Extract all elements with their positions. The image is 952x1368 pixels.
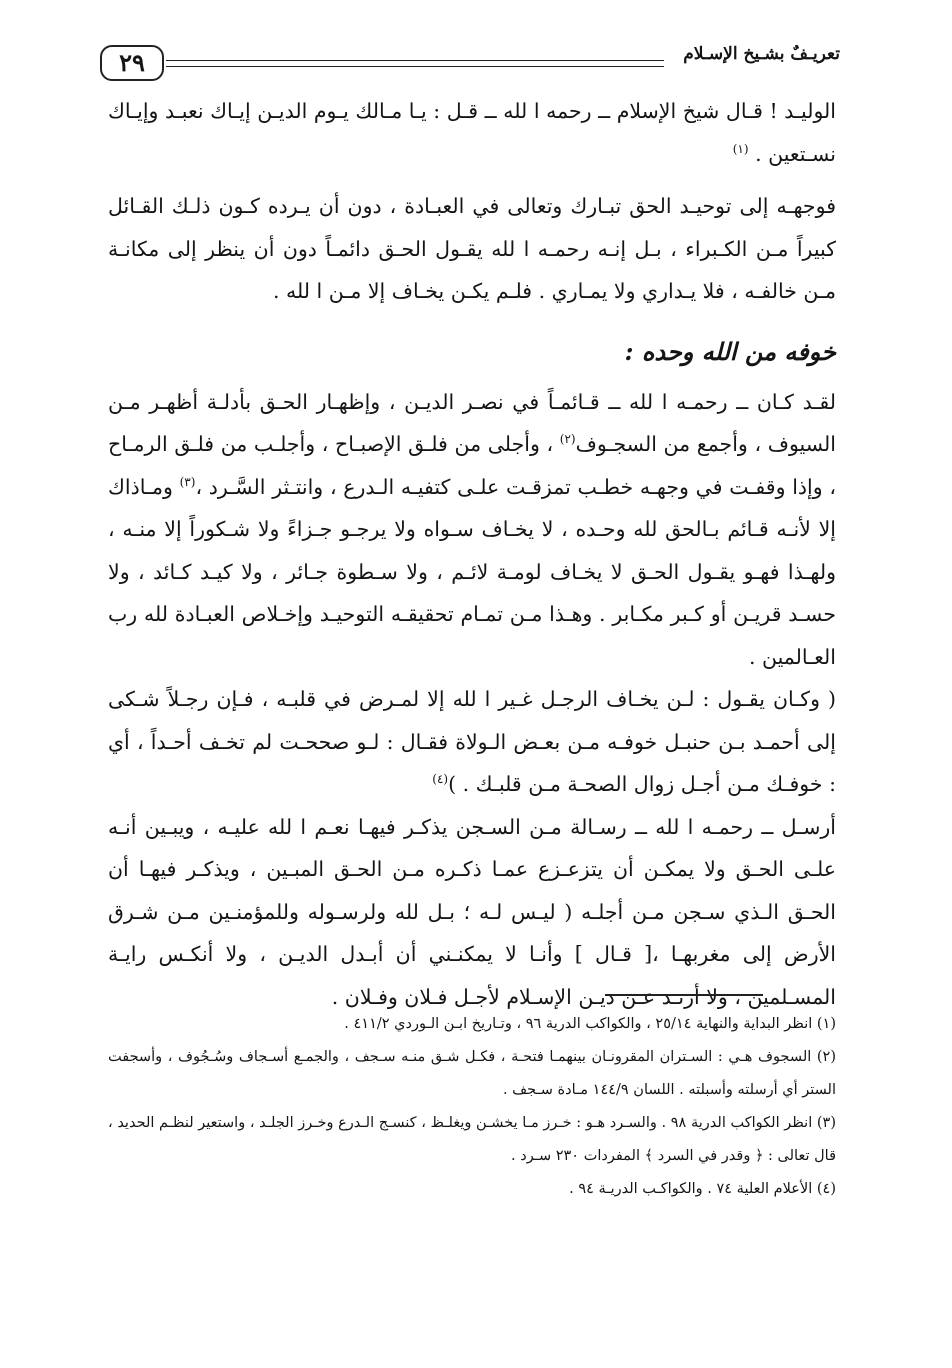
paragraph-text: ( وكـان يقـول : لـن يخـاف الرجـل غـير ا لله إلا لمـرض في قلبـه ، فـإن رجـلاً شـكى إلى أحمـد بـن حنبـل خوفـه مـن بعـض الـولاة فقـال : لـو صححـت لم تخـف أحـداً ، أي : خوفـك مـن أجـل زوال الصحـة مـن قلبـك . ) xyxy=(108,687,836,796)
paragraph-text: الوليـد ! قـال شيخ الإسلام ــ رحمه ا لله ــ قـل : يـا مـالك يـوم الديـن إيـاك نعبـد وإيـاك نسـتعين . xyxy=(108,99,836,166)
footnote-ref: (٤) xyxy=(432,772,449,787)
footnote-ref: (٣) xyxy=(179,474,196,489)
page-header xyxy=(100,40,840,88)
footnote: (٣) انظر الكواكب الدرية ٩٨ . والسـرد هـو : خـرز مـا يخشـن ويغلـظ ، كنسـج الـدرع وخـرز الجلـد ، واستعير لنظـم الحديد ، قال تعالى : ﴿ وقدر في السرد ﴾ المفردات ٢٣٠ سـرد . xyxy=(108,1115,836,1164)
paragraph xyxy=(108,678,836,806)
footnote-separator xyxy=(605,994,763,996)
header-rule xyxy=(166,60,664,61)
paragraph-text: ومـاذاك إلا لأنـه قـائم بـالحق لله وحـده ، لا يخـاف سـواه ولا يرجـو جـزاءً ولا شـكوراً إلا منـه ، ولهـذا فهـو يقـول الحـق لا يخـاف لومـة لائـم ، ولا سـطوة جـائر ، ولا كيـد كـائد ، ولا حسـد قريـن أو كـبر مكـابر . وهـذا مـن تمـام تحقيقـه التوحيـد وإخـلاص العبـادة لله رب العـالمين . xyxy=(108,474,836,669)
footnote: (٢) السجوف هـي : السـتران المقرونـان بينهمـا فتحـة ، فكـل شـق منـه سـجف ، والجمـع أسـجاف وسُـجُوف ، وأسجفت الستر أي أرسلته وأسبلته . اللسان ١٤٤/٩ مـادة سـجف . xyxy=(108,1049,836,1098)
footnote-ref: (١) xyxy=(732,141,749,156)
section-heading: خوفه من الله وحده : xyxy=(624,336,836,366)
paragraph: فوجهـه إلى توحيـد الحق تبـارك وتعالى في العبـادة ، دون أن يـرده كـون ذلـك القـائل كبيراً مـن الكـبراء ، بـل إنـه رحمـه ا لله يقـول الحـق دائمـاً دون أن ينظر إلى مكانـة مـن خالفـه ، فلا يـداري ولا يمـاري . فلـم يكـن يخـاف إلا مـن ا لله . xyxy=(108,194,836,303)
paragraph: أرسـل ــ رحمـه ا لله ــ رسـالة مـن السـجن يذكـر فيهـا نعـم ا لله عليـه ، ويبـين أنـه علـى الحـق ولا يمكـن أن يتزعـزع عمـا ذكـره مـن الحـق المبـين ، ويذكـر فيهـا أن الحـق الـذي سـجن مـن أجلـه ( ليـس لـه ؛ بـل لله ولرسـوله وللمؤمنـين مـن شـرق الأرض إلى مغربهـا ،[ قـال ] وأنـا لا يمكنـني أن أبـدل الديـن ، ولا أنكـس رايـة المسـلمين ، ولا أرتـد عـن ديـن الإسـلام لأجـل فـلان وفـلان . xyxy=(108,814,836,1009)
paragraph xyxy=(108,90,836,175)
footnotes xyxy=(108,1008,836,1206)
paragraph-text: لقـد كـان ــ رحمـه ا لله ــ قـائمـاً في نصـر الديـن ، وإظهـار الحـق بأدلـة أظهـر مـن السيوف ، وأجمع من السجـوف xyxy=(108,389,836,456)
main-text xyxy=(108,90,836,1018)
page-number: ٢٩ xyxy=(100,45,164,81)
footnote-ref: (٢) xyxy=(559,432,576,447)
footnote: (١) انظر البداية والنهاية ٢٥/١٤ ، والكواكب الدرية ٩٦ ، وتـاريخ ابـن الـوردي ٤١١/٢ . xyxy=(344,1016,836,1032)
running-title: تعريـفٌ بشـيخ الإسـلام xyxy=(683,44,840,64)
header-rule xyxy=(166,66,664,67)
paragraph xyxy=(108,381,836,679)
footnote: (٤) الأعلام العلية ٧٤ . والكواكـب الدريـة ٩٤ . xyxy=(569,1181,836,1197)
paragraph-text: ، وأجلى من فلـق الإصبـاح ، وأجلـب من فلـق الرمـاح ، وإذا وقفـت في وجهـه خطـب تمزقـت علـى كتفيـه الـدرع ، وانتـثر السَّـرد ، xyxy=(108,432,836,499)
